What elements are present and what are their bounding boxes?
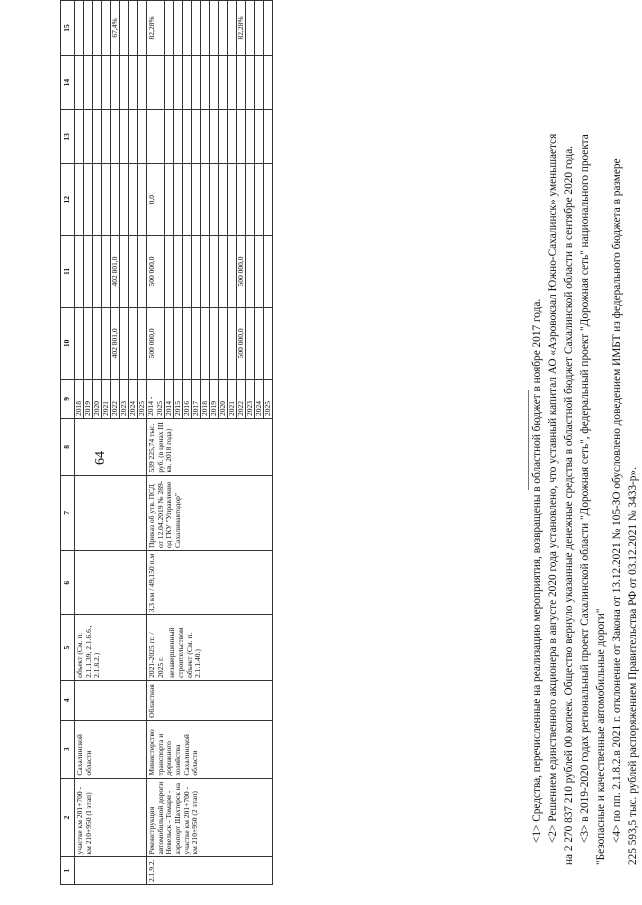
- divider-line: [528, 390, 529, 490]
- year-cell: 2021: [102, 379, 111, 418]
- percent-value: 67,4%: [111, 1, 120, 56]
- year-cell: 2022: [237, 379, 246, 418]
- header-cell: 15: [61, 1, 75, 56]
- footnote-3-cont: "Безопасные и качественные автомобильные дороги": [595, 608, 607, 865]
- percent-value: 82,28%: [237, 1, 246, 56]
- ownership: Областная: [147, 680, 273, 720]
- header-cell: 11: [61, 236, 75, 308]
- footnote-3: <3> в 2019-2020 годах региональный проект Сахалинской области "Дорожная сеть", федеральный проект "Дорожная сеть" национального проекта: [579, 134, 591, 843]
- header-cell: 2: [61, 778, 75, 857]
- period: 2021-2025 гг. / 2025 г.: [147, 632, 165, 678]
- plan-value: 500 000,0: [237, 307, 246, 379]
- footnote-1: <1> Средства, перечисленные на реализацию мероприятия, возвращены в областной бюджет в ноябре 2017 года.: [531, 298, 543, 843]
- year-cell: 2021: [228, 379, 237, 418]
- object-name: Реконструкция автомобильной дороги Невельск - Томари - аэропорт Шахтерск на участке км 201+700 - км 210+950 (2 этап): [147, 778, 273, 857]
- customer: Министерство транспорта и дорожного хозяйства Сахалинской области: [147, 720, 273, 778]
- footnote-4-cont: 225 593,5 тыс. рублей распоряжением Правительства РФ от 03.12.2021 № 3433-р».: [627, 467, 639, 865]
- footnote-2: <2> Решением единственного акционера в августе 2020 года установлено, что уставный капитал АО «Аэровокзал Южно-Сахалинск» уменьшается: [547, 133, 559, 843]
- plan-value: 500 000,0: [147, 307, 165, 379]
- year-cell: 2014: [165, 379, 174, 418]
- page-number: 64: [93, 451, 108, 465]
- year-cell: 2017: [192, 379, 201, 418]
- footnote-2-cont: на 2 270 837 210 рублей 00 копеек. Общество вернуло указанные денежные средства в областной бюджет Сахалинской области в сентябре 2020 года.: [563, 145, 575, 865]
- year-cell: 2019: [84, 379, 93, 418]
- year-cell: 2023: [246, 379, 255, 418]
- basis: объект (См. п. 2.1.1.39, 2.1.6.6., 2.1.8.2.): [75, 615, 147, 681]
- year-cell: 2020: [93, 379, 102, 418]
- year-cell: 2023: [120, 379, 129, 418]
- object-name: участке км 201+700 - км 210+950 (I этап): [75, 778, 147, 857]
- year-cell: 2025: [264, 379, 273, 418]
- year-cell: 2025: [138, 379, 147, 418]
- year-cell: 2016: [183, 379, 192, 418]
- zero-value: 0,0: [147, 164, 165, 236]
- program-table: [60, 0, 273, 885]
- header-cell: 6: [61, 551, 75, 615]
- customer: Сахалинской области: [75, 720, 147, 778]
- fact-value: 402 801,0: [111, 236, 120, 308]
- year-cell: 2018: [75, 379, 84, 418]
- header-cell: 8: [61, 418, 75, 475]
- estimated-cost: 539 225,74 тыс. руб. (в ценах III кв. 2018 года): [147, 418, 273, 475]
- year-cell: 2014 - 2025: [147, 379, 165, 418]
- item-number: 2.1.9.2.: [147, 857, 273, 885]
- plan-value: 402 801,0: [111, 307, 120, 379]
- table-row: [75, 1, 84, 885]
- header-cell: 4: [61, 680, 75, 720]
- header-row: [61, 1, 75, 885]
- header-cell: 5: [61, 615, 75, 681]
- table-row: [147, 1, 165, 885]
- year-cell: 2015: [174, 379, 183, 418]
- year-cell: 2024: [255, 379, 264, 418]
- basis: незавершенный строительством объект (См. п. 2.1.1.40.): [167, 627, 203, 678]
- year-cell: 2019: [210, 379, 219, 418]
- fact-value: 500 000,0: [147, 236, 165, 308]
- year-cell: 2022: [111, 379, 120, 418]
- year-cell: 2024: [129, 379, 138, 418]
- header-cell: 3: [61, 720, 75, 778]
- header-cell: 9: [61, 379, 75, 418]
- header-cell: 7: [61, 475, 75, 550]
- header-cell: 1: [61, 857, 75, 885]
- fact-value: 500 000,0: [237, 236, 246, 308]
- percent-value: 82,28%: [147, 1, 165, 56]
- capacity: 3,3 км / 49,150 п.м: [147, 551, 273, 615]
- header-cell: 12: [61, 164, 75, 236]
- year-cell: 2020: [219, 379, 228, 418]
- header-cell: 14: [61, 55, 75, 109]
- year-cell: 2018: [201, 379, 210, 418]
- approval-document: Приказ об утв. ПСД от 12.04.2019 № 289-од ГКУ "Управление Сахалинавтодор": [147, 475, 273, 550]
- footnote-4: <4> по пп. 2.1.8.2.в 2021 г. отклонение от Закона от 13.12.2021 № 105-ЗО обусловлено доведением ИМБТ из федерального бюджета в размере: [611, 158, 623, 843]
- header-cell: 13: [61, 110, 75, 164]
- header-cell: 10: [61, 307, 75, 379]
